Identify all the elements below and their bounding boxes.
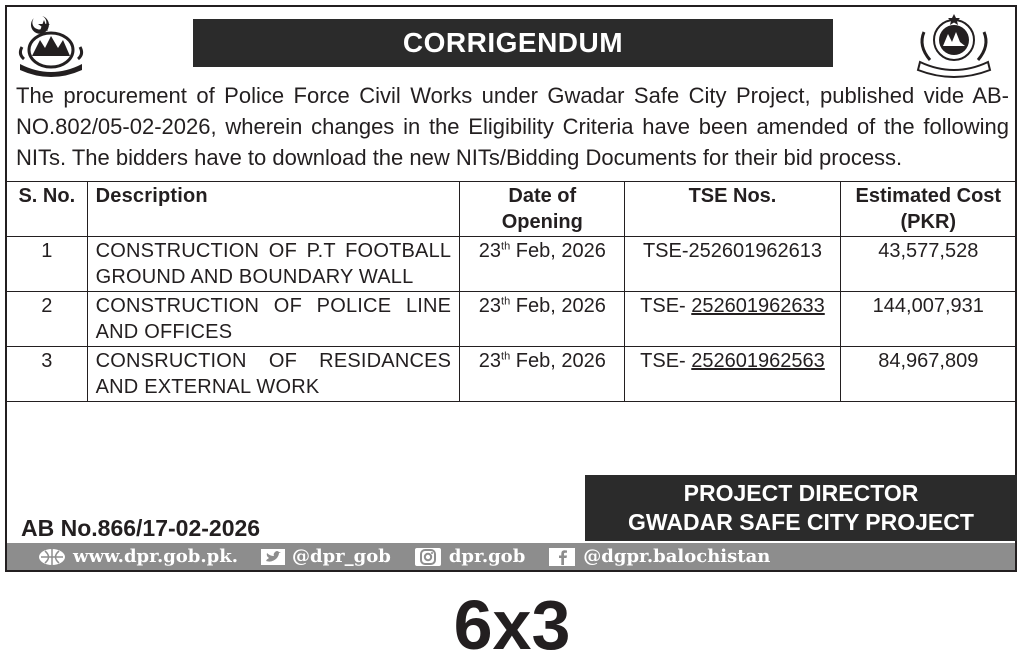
row-description: CONSTRUCTION OF POLICE LINE AND OFFICES bbox=[87, 292, 460, 347]
footer-instagram-text: dpr.gob bbox=[448, 546, 526, 567]
tse-prefix: TSE- bbox=[642, 240, 689, 262]
ad-size-label: 6x3 bbox=[453, 586, 571, 664]
row-cost: 84,967,809 bbox=[840, 347, 1016, 402]
table-header-row bbox=[7, 182, 1017, 237]
signature-title: PROJECT DIRECTOR bbox=[683, 480, 919, 506]
row-tse bbox=[625, 237, 840, 292]
tse-prefix: TSE- bbox=[640, 350, 692, 372]
row-tse bbox=[625, 292, 840, 347]
row-description: CONSRUCTION OF RESIDANCES AND EXTERNAL WORK bbox=[87, 347, 460, 402]
tse-prefix: TSE- bbox=[640, 295, 692, 317]
header-sno: S. No. bbox=[7, 182, 88, 237]
tse-number-link[interactable]: 252601962563 bbox=[691, 350, 825, 372]
footer-facebook[interactable] bbox=[547, 546, 770, 567]
row-date bbox=[460, 237, 625, 292]
footer-twitter[interactable] bbox=[260, 546, 391, 567]
footer-bar bbox=[7, 543, 1015, 570]
row-date bbox=[460, 292, 625, 347]
date-suffix: th bbox=[501, 295, 511, 308]
footer-website-text: www.dpr.gob.pk. bbox=[73, 546, 238, 567]
row-date bbox=[460, 347, 625, 402]
row-sno: 3 bbox=[7, 347, 88, 402]
header-date-of-opening: Date of Opening bbox=[460, 182, 625, 237]
signature-block bbox=[585, 475, 1017, 541]
nit-table bbox=[6, 181, 1017, 402]
footer-facebook-text: @dgpr.balochistan bbox=[583, 546, 771, 567]
intro-text: The procurement of Police Force Civil Works under Gwadar Safe City Project, published vide AB-NO.802/05-02-2026, wherein changes in the Eligibility Criteria have been amended of the following NITs. The bidders have to download the new NITs/Bidding Documents for their bid process. bbox=[16, 83, 1009, 170]
row-sno: 2 bbox=[7, 292, 88, 347]
header-tse-nos: TSE Nos. bbox=[625, 182, 840, 237]
date-day: 23 bbox=[478, 295, 502, 317]
footer-website[interactable] bbox=[37, 546, 238, 567]
footer-instagram[interactable] bbox=[413, 546, 525, 567]
ab-reference-number: AB No.866/17-02-2026 bbox=[21, 515, 261, 541]
header-estimated-cost: Estimated Cost (PKR) bbox=[840, 182, 1016, 237]
date-rest: Feb, 2026 bbox=[510, 295, 606, 317]
government-crest-icon bbox=[910, 12, 998, 80]
date-day: 23 bbox=[478, 350, 502, 372]
corrigendum-title: CORRIGENDUM bbox=[193, 19, 833, 67]
footer-twitter-text: @dpr_gob bbox=[291, 546, 391, 567]
date-suffix: th bbox=[501, 350, 511, 363]
date-rest: Feb, 2026 bbox=[510, 240, 606, 262]
instagram-icon bbox=[413, 547, 443, 567]
facebook-icon bbox=[547, 547, 577, 567]
globe-icon bbox=[37, 547, 67, 567]
row-description: CONSTRUCTION OF P.T FOOTBALL GROUND AND BOUNDARY WALL bbox=[87, 237, 460, 292]
tse-number: 252601962613 bbox=[688, 240, 822, 262]
row-cost: 144,007,931 bbox=[840, 292, 1016, 347]
table-row bbox=[7, 347, 1017, 402]
row-sno: 1 bbox=[7, 237, 88, 292]
row-cost: 43,577,528 bbox=[840, 237, 1016, 292]
row-tse bbox=[625, 347, 840, 402]
table-row bbox=[7, 237, 1017, 292]
tse-number-link[interactable]: 252601962633 bbox=[691, 295, 825, 317]
intro-paragraph bbox=[16, 80, 1009, 173]
date-day: 23 bbox=[478, 240, 502, 262]
date-rest: Feb, 2026 bbox=[510, 350, 606, 372]
signature-organization: GWADAR SAFE CITY PROJECT bbox=[628, 509, 974, 535]
header-description: Description bbox=[87, 182, 460, 237]
date-suffix: th bbox=[501, 240, 511, 253]
twitter-bird-icon bbox=[260, 547, 286, 567]
balochistan-emblem-icon bbox=[14, 14, 88, 78]
table-row bbox=[7, 292, 1017, 347]
